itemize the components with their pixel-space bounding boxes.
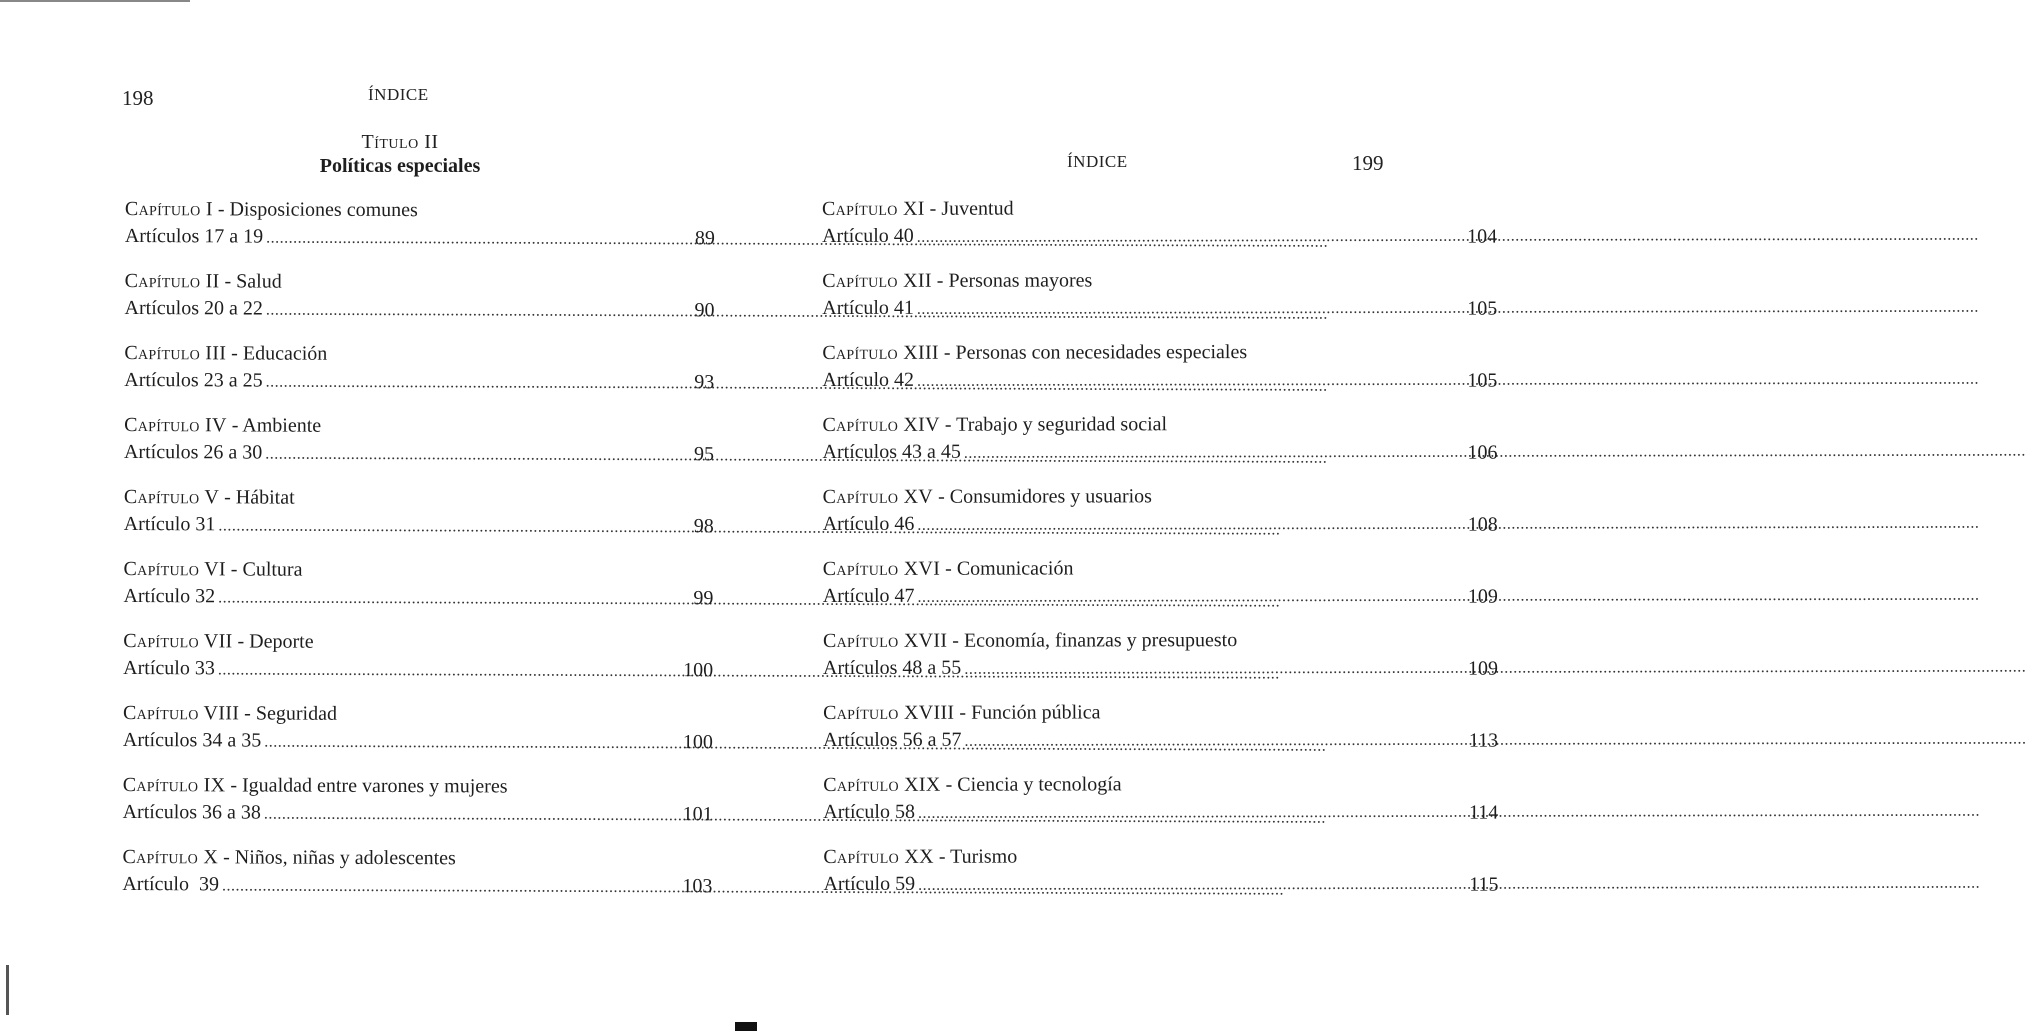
chapter-number: Capítulo XX	[823, 845, 934, 868]
toc-entry	[822, 627, 1499, 700]
article-range: Artículo 41	[822, 296, 914, 319]
article-range: Artículo 46	[822, 512, 915, 535]
article-line	[122, 870, 622, 902]
chapter-number: Capítulo II	[124, 269, 220, 293]
toc-list-left	[122, 196, 715, 918]
article-range: Artículo 33	[123, 656, 215, 680]
toc-entry	[823, 771, 1499, 844]
title-number: Título II	[361, 131, 439, 153]
chapter-number: Capítulo V	[123, 485, 220, 509]
article-range: Artículo 39	[122, 872, 220, 896]
chapter-heading: Capítulo XII - Personas mayores	[822, 269, 1093, 292]
article-line	[823, 581, 1313, 612]
chapter-number: Capítulo XVI	[822, 557, 941, 580]
article-range: Artículos 23 a 25	[124, 368, 263, 392]
toc-entry	[124, 196, 715, 270]
chapter-name: Salud	[236, 270, 282, 293]
article-range: Artículo 32	[123, 584, 216, 608]
chapter-number: Capítulo XIV	[822, 413, 940, 436]
chapter-name: Juventud	[941, 197, 1014, 220]
chapter-name: Turismo	[950, 845, 1018, 868]
article-range: Artículos 43 a 45	[822, 440, 961, 463]
article-line	[823, 725, 1313, 756]
article-range: Artículo 40	[822, 224, 914, 247]
toc-entry	[122, 772, 713, 846]
chapter-name: Deporte	[249, 630, 314, 653]
page-reference: 105	[1467, 369, 1498, 392]
scan-edge-mark	[0, 0, 190, 2]
page-reference: 115	[1469, 873, 1499, 896]
page-reference: 93	[694, 371, 715, 394]
chapter-number: Capítulo III	[124, 341, 227, 365]
chapter-heading: Capítulo II - Salud	[124, 269, 282, 293]
chapter-heading: Capítulo X - Niños, niñas y adolescentes	[122, 845, 456, 870]
article-line	[123, 726, 623, 758]
chapter-heading: Capítulo XIII - Personas con necesidades especiales	[822, 341, 1248, 364]
toc-entry	[822, 195, 1498, 268]
page-reference: 89	[694, 227, 715, 250]
chapter-name: Disposiciones comunes	[229, 198, 418, 222]
page-reference: 100	[682, 731, 713, 754]
page-reference: 108	[1467, 513, 1498, 536]
scan-edge-mark	[735, 1022, 757, 1031]
chapter-number: Capítulo VII	[123, 629, 233, 653]
chapter-name: Niños, niñas y adolescentes	[234, 846, 456, 870]
chapter-heading: Capítulo XVIII - Función pública	[823, 701, 1101, 724]
chapter-number: Capítulo IV	[124, 413, 227, 437]
chapter-name: Hábitat	[235, 486, 295, 509]
scan-edge-mark	[6, 965, 9, 1015]
page-reference: 106	[1467, 441, 1498, 464]
toc-entry	[822, 267, 1498, 340]
article-range: Artículos 34 a 35	[122, 728, 262, 752]
article-line	[123, 582, 623, 614]
article-line	[823, 869, 1313, 900]
chapter-number: Capítulo XII	[822, 269, 932, 292]
chapter-heading: Capítulo VI - Cultura	[123, 557, 303, 581]
chapter-name: Cultura	[242, 558, 303, 581]
chapter-name: Ambiente	[242, 414, 322, 437]
chapter-number: Capítulo XIII	[822, 341, 939, 364]
page-reference: 103	[682, 875, 713, 898]
chapter-heading: Capítulo XI - Juventud	[822, 197, 1014, 220]
page-number: 198	[122, 86, 154, 110]
chapter-name: Igualdad entre varones y mujeres	[242, 774, 508, 798]
article-range: Artículos 36 a 38	[122, 800, 261, 824]
article-line	[823, 509, 1313, 540]
chapter-number: Capítulo XI	[822, 197, 925, 220]
chapter-name: Consumidores y usuarios	[949, 485, 1152, 508]
page-reference: 114	[1469, 801, 1499, 824]
running-head: ÍNDICE	[1067, 152, 1128, 171]
title-name: Políticas especiales	[319, 155, 481, 177]
toc-entry	[822, 411, 1498, 484]
chapter-name: Trabajo y seguridad social	[956, 413, 1168, 436]
chapter-number: Capítulo VIII	[122, 701, 240, 725]
chapter-number: Capítulo X	[122, 845, 219, 869]
chapter-heading: Capítulo I - Disposiciones comunes	[124, 197, 418, 222]
page-reference: 101	[682, 803, 713, 826]
chapter-heading: Capítulo XVI - Comunicación	[822, 557, 1074, 580]
chapter-name: Personas con necesidades especiales	[955, 341, 1248, 364]
article-range: Artículo 31	[123, 512, 216, 536]
page-reference: 109	[1467, 657, 1499, 680]
chapter-number: Capítulo I	[124, 197, 213, 221]
page-reference: 105	[1467, 297, 1498, 320]
chapter-number: Capítulo XVII	[822, 629, 948, 652]
article-line	[124, 438, 624, 470]
article-line	[125, 222, 625, 254]
chapter-heading: Capítulo III - Educación	[124, 341, 328, 365]
toc-entry	[822, 483, 1498, 556]
article-range: Artículos 56 a 57	[823, 728, 962, 751]
chapter-heading: Capítulo VII - Deporte	[123, 629, 314, 653]
chapter-name: Personas mayores	[948, 269, 1093, 292]
chapter-heading: Capítulo VIII - Seguridad	[122, 701, 338, 725]
article-line	[123, 798, 623, 830]
article-range: Artículo 47	[822, 584, 915, 607]
toc-entry	[823, 699, 1499, 772]
page-reference: 95	[693, 443, 715, 466]
article-line	[823, 797, 1313, 828]
toc-entry	[122, 844, 713, 918]
chapter-heading: Capítulo XIV - Trabajo y seguridad social	[822, 413, 1168, 436]
title-heading	[0, 130, 800, 178]
page-reference: 104	[1467, 225, 1498, 248]
article-range: Artículo 59	[823, 872, 916, 895]
toc-entry	[822, 555, 1498, 628]
article-line	[125, 294, 625, 326]
chapter-heading: Capítulo IX - Igualdad entre varones y mujeres	[122, 773, 508, 798]
toc-entry	[822, 339, 1498, 412]
article-range: Artículos 26 a 30	[123, 440, 263, 464]
article-line	[823, 653, 1313, 684]
chapter-name: Economía, finanzas y presupuesto	[963, 629, 1238, 652]
chapter-heading: Capítulo IV - Ambiente	[124, 413, 322, 437]
chapter-name: Función pública	[971, 701, 1101, 724]
article-line	[124, 510, 624, 542]
article-range: Artículo 58	[823, 800, 915, 823]
toc-list-right	[822, 195, 1499, 916]
article-line	[822, 221, 1312, 252]
chapter-name: Seguridad	[255, 702, 338, 725]
page-reference: 109	[1467, 585, 1498, 608]
chapter-name: Educación	[242, 342, 328, 365]
page-number: 199	[1352, 151, 1384, 175]
toc-entry	[123, 484, 714, 558]
chapter-heading: Capítulo V - Hábitat	[123, 485, 295, 509]
article-range: Artículos 17 a 19	[124, 224, 264, 248]
chapter-number: Capítulo XIX	[823, 773, 941, 796]
chapter-number: Capítulo XVIII	[823, 701, 955, 724]
article-line	[822, 293, 1312, 324]
page-reference: 90	[694, 299, 715, 322]
chapter-heading: Capítulo XVII - Economía, finanzas y presupuesto	[822, 629, 1238, 652]
chapter-number: Capítulo IX	[122, 773, 226, 797]
running-head: ÍNDICE	[368, 85, 429, 104]
article-range: Artículos 48 a 55	[822, 656, 962, 679]
chapter-heading: Capítulo XV - Consumidores y usuarios	[822, 485, 1152, 508]
toc-entry	[123, 412, 715, 486]
right-page	[710, 0, 1499, 1031]
toc-entry	[122, 700, 713, 774]
toc-entry	[123, 556, 714, 630]
toc-entry	[124, 340, 715, 414]
page-reference: 100	[683, 659, 714, 682]
toc-entry	[124, 268, 715, 342]
article-range: Artículos 20 a 22	[124, 296, 263, 320]
page-reference: 98	[693, 515, 714, 538]
toc-entry	[823, 843, 1499, 916]
article-range: Artículo 42	[822, 368, 915, 391]
chapter-number: Capítulo XV	[822, 485, 934, 508]
chapter-name: Comunicación	[956, 557, 1074, 580]
article-line	[823, 437, 1313, 468]
article-line	[123, 654, 623, 686]
toc-entry	[123, 628, 714, 702]
chapter-heading: Capítulo XX - Turismo	[823, 845, 1018, 868]
left-page	[0, 0, 715, 1031]
chapter-name: Ciencia y tecnología	[957, 773, 1122, 796]
chapter-number: Capítulo VI	[123, 557, 226, 581]
article-line	[124, 366, 624, 398]
chapter-heading: Capítulo XIX - Ciencia y tecnología	[823, 773, 1122, 796]
page-reference: 99	[693, 587, 714, 610]
page-reference: 113	[1468, 729, 1499, 752]
article-line	[822, 365, 1312, 396]
